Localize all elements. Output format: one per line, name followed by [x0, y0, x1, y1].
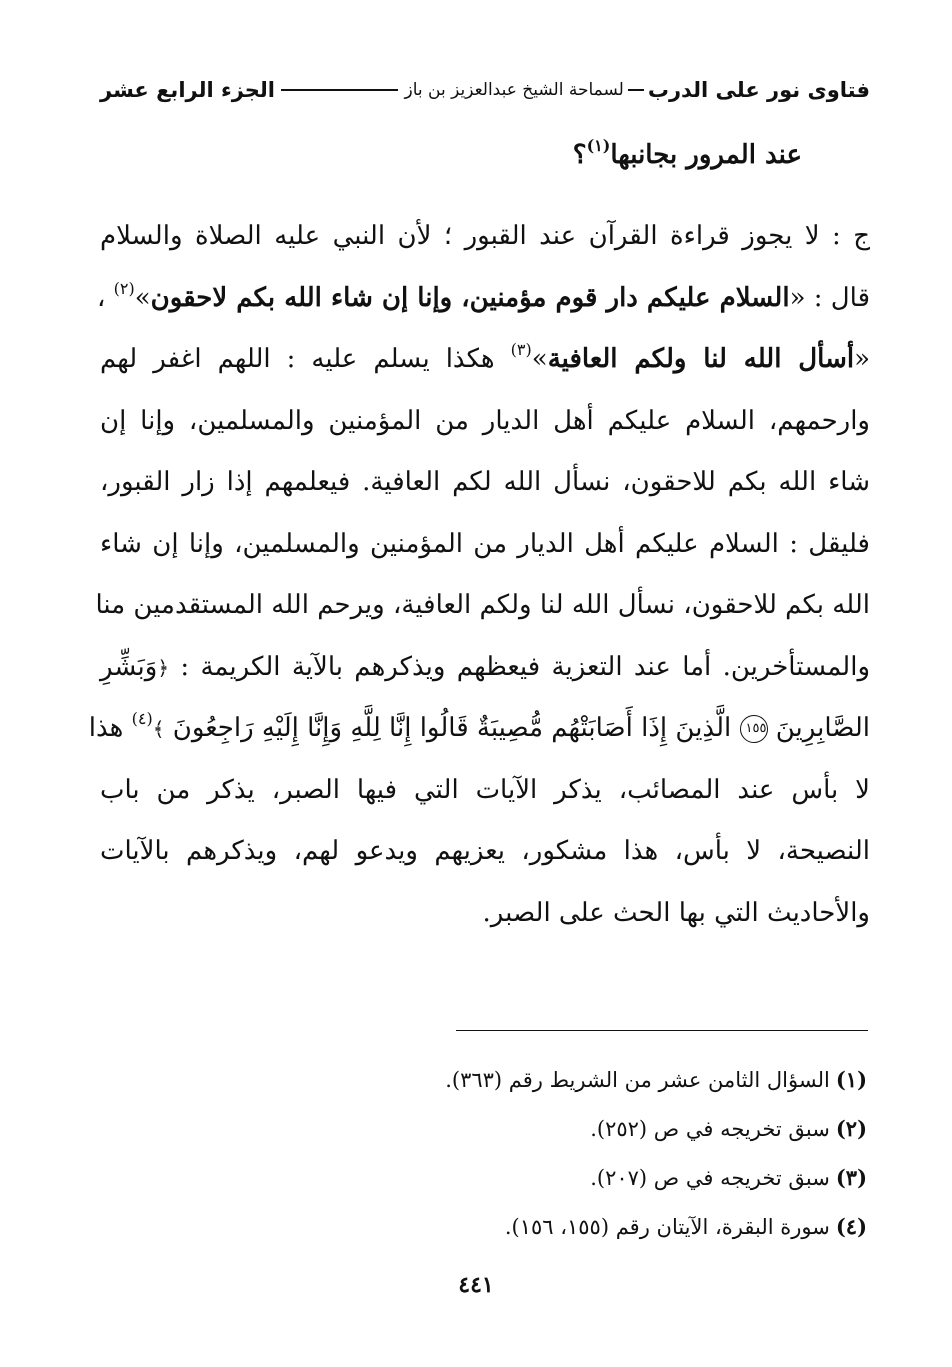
- question-mark: ؟: [572, 140, 587, 170]
- answer-line-2: [96, 268, 870, 330]
- quote-open: «: [854, 344, 871, 374]
- footnote-ref-3: (٣): [510, 340, 532, 359]
- ayah-number-155: ١٥٥: [740, 715, 768, 743]
- author-name: لسماحة الشيخ عبدالعزيز بن باز: [404, 80, 624, 100]
- volume-label: الجزء الرابع عشر: [100, 78, 275, 102]
- quote-close: »: [531, 344, 548, 374]
- footnote-item: [367, 1202, 867, 1251]
- quote-close: »: [134, 282, 151, 313]
- answer-line-8: [100, 637, 870, 699]
- verse-start: وَبَشِّرِ: [100, 651, 158, 682]
- running-header: [100, 72, 870, 108]
- answer-line-5: شاء الله بكم للاحقون، نسأل الله لكم العافية. فيعلمهم إذا زار القبور،: [100, 467, 870, 497]
- hadith-dua: أسأل الله لنا ولكم العافية: [547, 344, 855, 374]
- header-rule: [281, 89, 398, 91]
- question-text: عند المرور بجانبها: [610, 140, 802, 170]
- answer-line-10: لا بأس عند المصائب، يذكر الآيات التي فيها الصبر، يذكر من باب: [100, 774, 870, 805]
- footnotes: [367, 1055, 867, 1251]
- hadith-greeting: السلام عليكم دار قوم مؤمنين، وإنا إن شاء الله بكم لاحقون: [150, 282, 790, 313]
- page-number: ٤٤١: [458, 1272, 494, 1298]
- answer-line-6: فليقل : السلام عليكم أهل الديار من المؤمنين والمسلمين، وإنا إن شاء: [100, 528, 870, 559]
- verse-open-bracket: ﴿: [157, 655, 170, 680]
- answer-line-7: الله بكم للاحقون، نسأل الله لنا ولكم العافية، ويرحم الله المستقدمين منا: [95, 590, 870, 620]
- footnote-item: [367, 1104, 867, 1153]
- footnote-ref-4: (٤): [131, 709, 153, 728]
- verse-word: الصَّابِرِينَ: [775, 713, 870, 743]
- verse-text: الَّذِينَ إِذَا أَصَابَتْهُم مُّصِيبَةٌ قَالُوا إِنَّا لِلَّهِ وَإِنَّا إِلَيْهِ رَاجِعُونَ: [172, 713, 732, 743]
- footnote-ref-1: (١): [586, 136, 611, 155]
- footnote-item: [367, 1153, 867, 1202]
- verse-close-bracket: ﴾: [152, 717, 165, 741]
- answer-line-11: النصيحة، لا بأس، هذا مشكور، يعزيهم ويدعو لهم، ويذكرهم بالآيات: [100, 836, 870, 866]
- footnote-number: (٣): [835, 1165, 867, 1190]
- footnote-text: سبق تخريجه في ص (٢٠٧).: [590, 1166, 830, 1190]
- said-text: قال : «: [789, 282, 870, 313]
- footnote-separator: [456, 1030, 868, 1031]
- footnote-number: (٢): [835, 1116, 867, 1141]
- footnote-ref-2: (٢): [113, 278, 135, 298]
- answer-text: والمستأخرين. أما عند التعزية فيعظهم ويذكرهم بالآية الكريمة :: [180, 651, 870, 682]
- answer-line-4: وارحمهم، السلام عليكم أهل الديار من المؤمنين والمسلمين، وإنا إن: [100, 405, 870, 436]
- footnote-number: (٤): [835, 1214, 867, 1239]
- footnote-text: سبق تخريجه في ص (٢٥٢).: [590, 1117, 830, 1141]
- answer-line-9: [88, 698, 870, 760]
- footnote-text: سورة البقرة، الآيتان رقم (١٥٥، ١٥٦).: [504, 1215, 830, 1239]
- answer-line-3: [100, 329, 870, 391]
- header-dash: [628, 89, 644, 91]
- footnote-item: [367, 1055, 867, 1104]
- answer-line-1: ج : لا يجوز قراءة القرآن عند القبور ؛ لأن النبي عليه الصلاة والسلام: [100, 221, 870, 251]
- answer-line-12: والأحاديث التي بها الحث على الصبر.: [482, 897, 870, 928]
- answer-body: [88, 206, 871, 944]
- question-tail: [572, 136, 802, 170]
- answer-text: هكذا يسلم عليه : اللهم اغفر لهم: [100, 344, 495, 374]
- answer-text: هذا: [88, 713, 124, 743]
- book-title: فتاوى نور على الدرب: [647, 78, 870, 102]
- footnote-text: السؤال الثامن عشر من الشريط رقم (٣٦٣).: [445, 1068, 830, 1092]
- comma: ،: [96, 282, 106, 313]
- footnote-number: (١): [835, 1067, 867, 1092]
